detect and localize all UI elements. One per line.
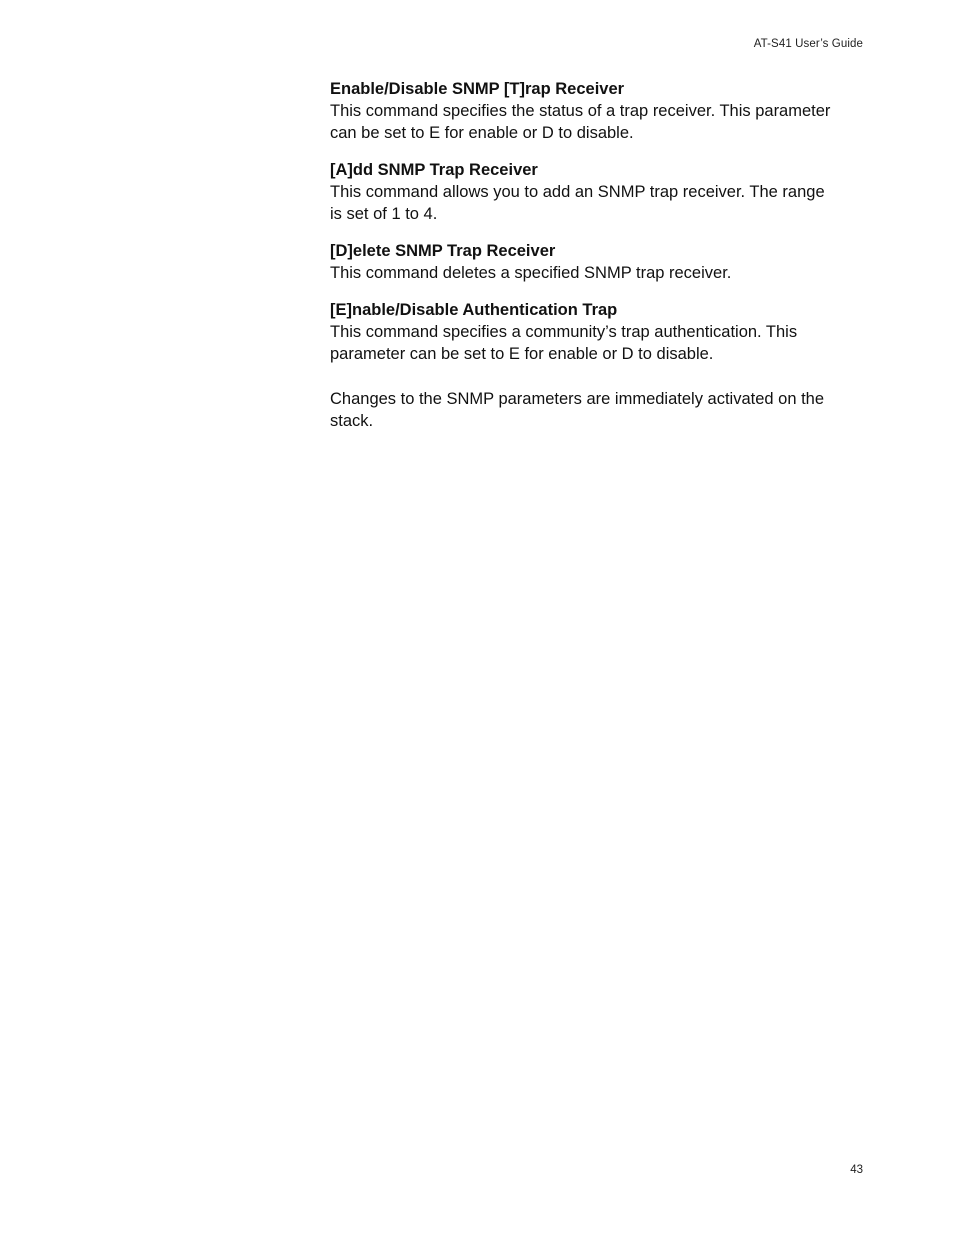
running-header: AT-S41 User’s Guide <box>753 38 863 50</box>
closing-paragraph: Changes to the SNMP parameters are immediately activated on the stack. <box>330 390 825 430</box>
page-number: 43 <box>850 1164 863 1176</box>
section-body: This command allows you to add an SNMP trap receiver. The range is set of 1 to 4. <box>330 183 825 223</box>
section-body: This command deletes a specified SNMP trap receiver. <box>330 264 732 282</box>
section-body: This command specifies the status of a trap receiver. This parameter can be set to E for enable or D to disable. <box>330 102 831 142</box>
section-authentication-trap <box>330 299 840 365</box>
section-heading: [A]dd SNMP Trap Receiver <box>330 161 538 179</box>
document-body <box>330 78 840 432</box>
section-body: This command specifies a community’s trap authentication. This parameter can be set to E for enable or D to disable. <box>330 323 798 363</box>
section-heading: [E]nable/Disable Authentication Trap <box>330 301 618 319</box>
section-heading: [D]elete SNMP Trap Receiver <box>330 242 556 260</box>
section-delete-trap-receiver <box>330 240 840 284</box>
section-add-trap-receiver <box>330 159 840 225</box>
section-heading: Enable/Disable SNMP [T]rap Receiver <box>330 80 625 98</box>
section-trap-receiver-status <box>330 78 840 144</box>
